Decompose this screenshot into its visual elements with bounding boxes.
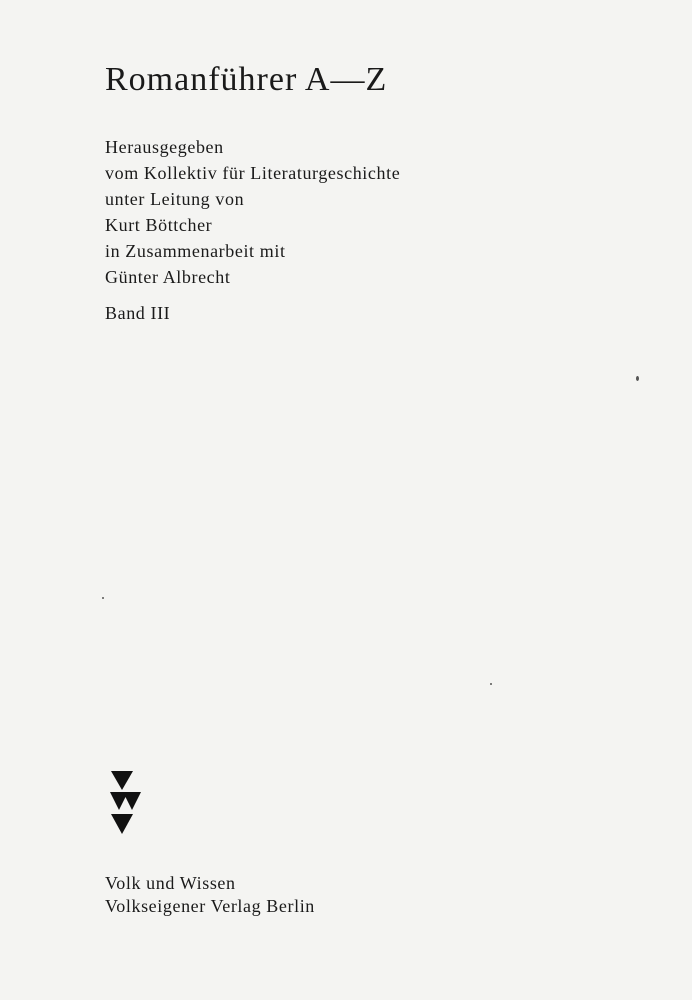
- scan-speck: [636, 376, 639, 381]
- volume-number: Band III: [105, 303, 171, 323]
- publisher-imprint: [105, 872, 315, 918]
- credit-line: in Zusammenarbeit mit: [105, 241, 286, 261]
- credit-line: Günter Albrecht: [105, 267, 231, 287]
- publisher-triangles-logo: [110, 770, 142, 836]
- credit-line: vom Kollektiv für Literaturgeschichte: [105, 163, 401, 183]
- scan-speck: [102, 597, 104, 599]
- scan-speck: [490, 683, 492, 685]
- credit-line: Kurt Böttcher: [105, 215, 213, 235]
- editorial-credits: [105, 134, 400, 290]
- credit-line: unter Leitung von: [105, 189, 245, 209]
- book-title: Romanführer A—Z: [105, 61, 388, 98]
- publisher-name: Volk und Wissen: [105, 873, 236, 893]
- credit-line: Herausgegeben: [105, 137, 224, 157]
- publisher-location: Volkseigener Verlag Berlin: [105, 896, 315, 916]
